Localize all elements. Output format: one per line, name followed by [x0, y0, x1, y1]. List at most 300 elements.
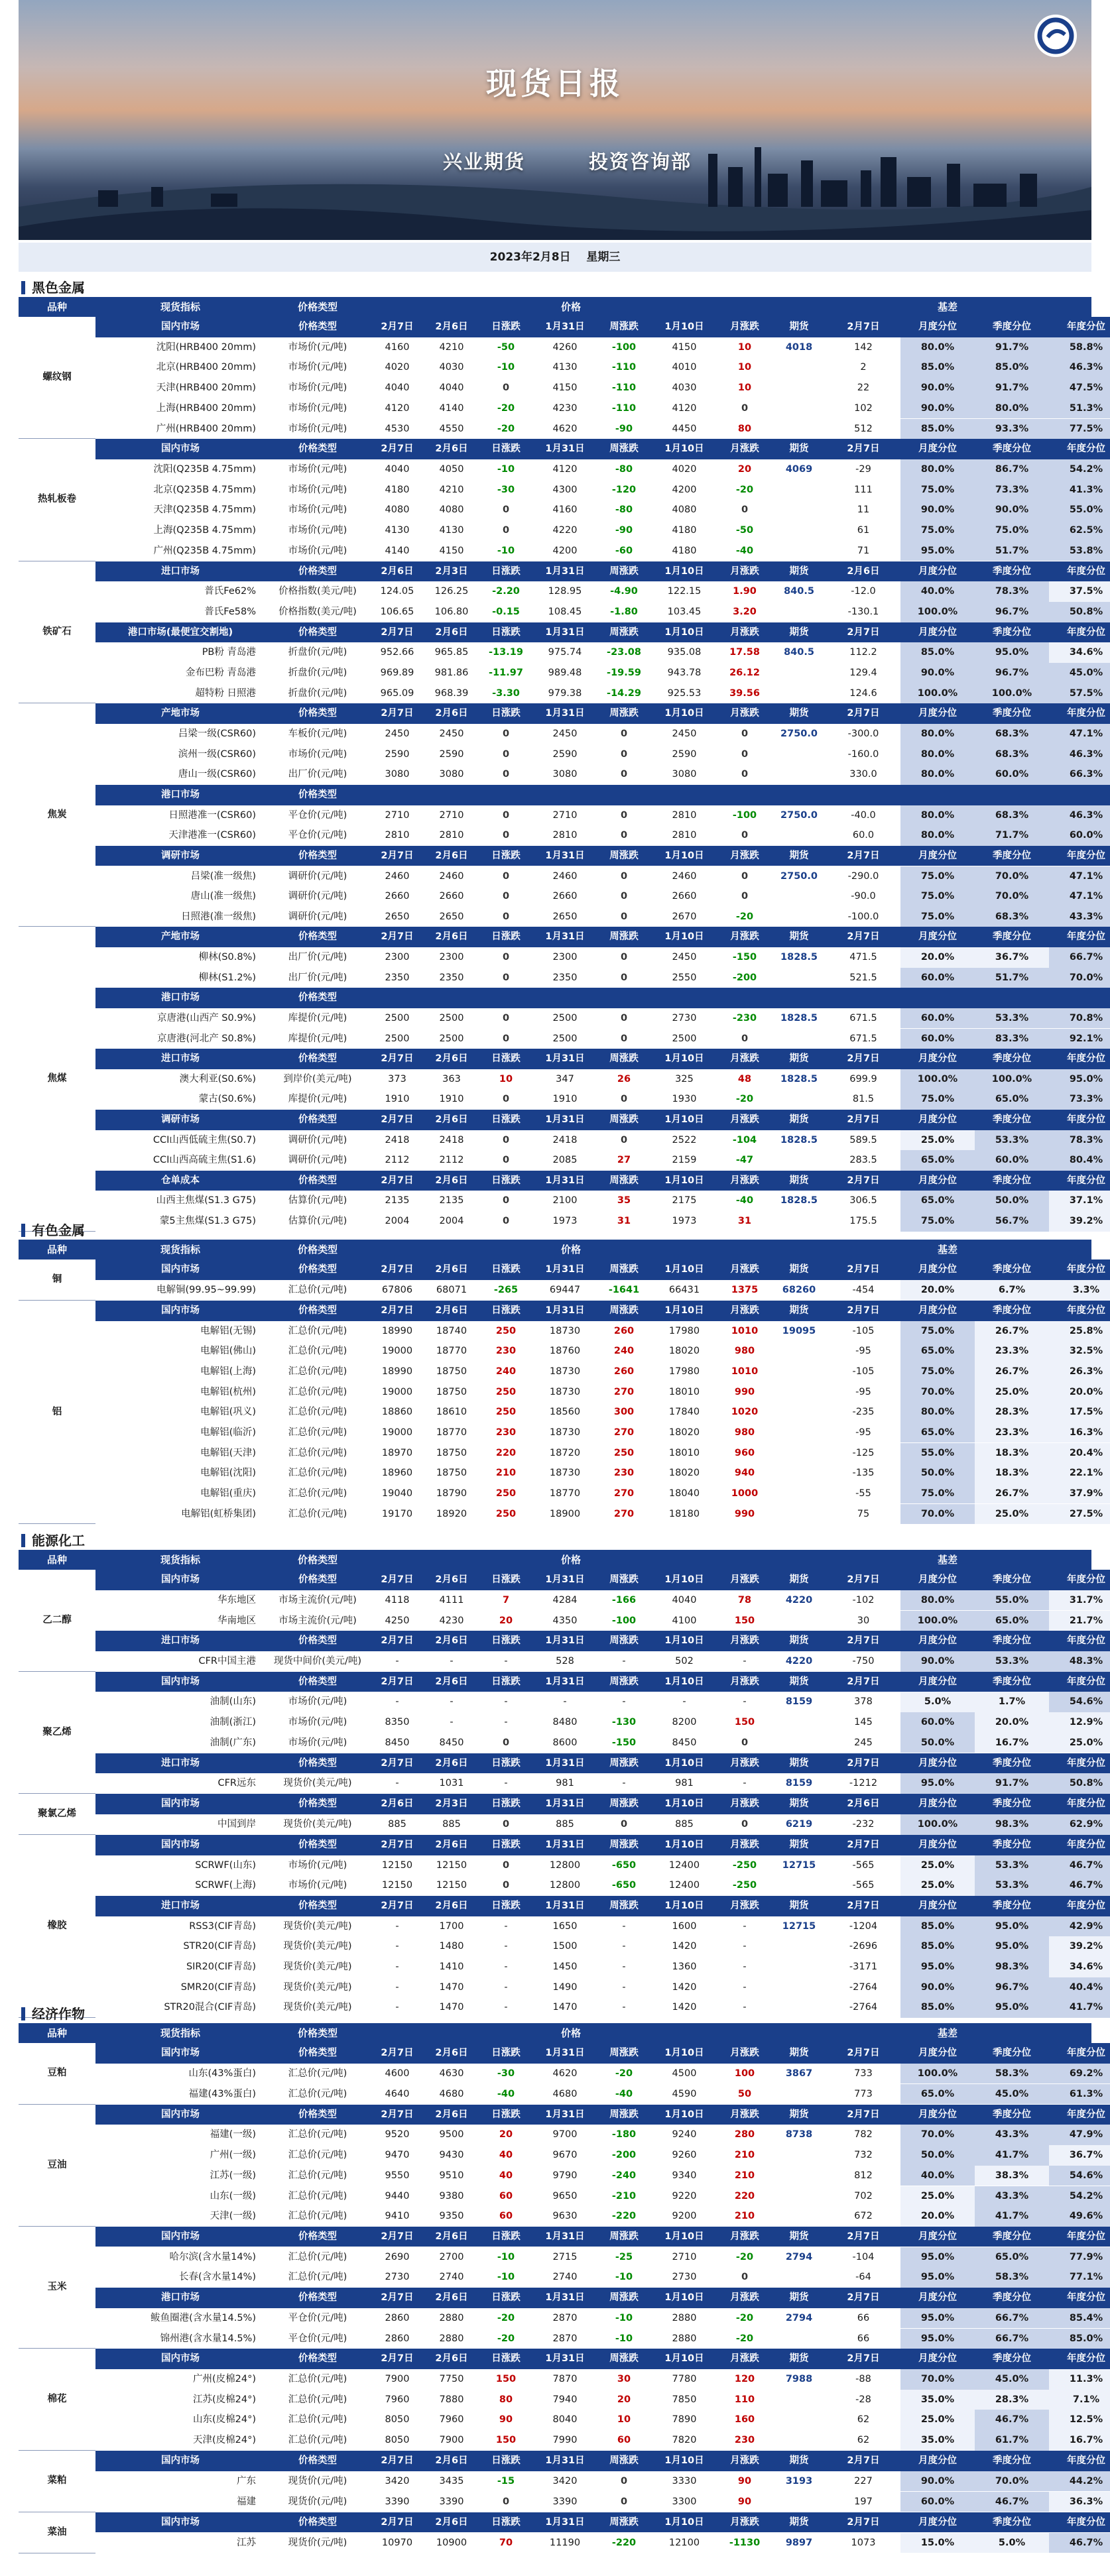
indicator-name: SMR20(CIF青岛) [180, 1981, 256, 1993]
basis-percentile: 15.0% [900, 2533, 975, 2553]
basis-percentile: 66.3% [1049, 764, 1110, 785]
price-change: 31 [737, 1216, 752, 1227]
price-value: 1480 [439, 1941, 464, 1952]
price-change: 0 [502, 769, 510, 780]
price-value: 7750 [439, 2373, 464, 2384]
price-change: 150 [734, 1615, 755, 1626]
group-col-header: 日涨跌 [479, 1672, 533, 1692]
price-change: 150 [495, 2435, 517, 2446]
category-label: 乙二醇 [19, 1570, 95, 1672]
price-type: 现货中间价(美元/吨) [273, 1656, 362, 1667]
basis-percentile: 17.5% [1049, 1402, 1110, 1423]
group-col-header: 2月6日 [424, 1672, 479, 1692]
price-value: 925.53 [667, 687, 702, 699]
price-value: 4140 [439, 402, 464, 414]
price-value: 9650 [552, 2190, 578, 2201]
indicator-name: CCI山西低硫主焦(S0.7) [153, 1134, 256, 1145]
indicator-name: 唐山(准一级焦) [190, 891, 256, 902]
group-col-header: 日涨跌 [479, 927, 533, 947]
price-change: 0 [502, 911, 510, 922]
basis-percentile: 45.0% [975, 2084, 1049, 2105]
basis-percentile: 7.1% [1049, 2390, 1110, 2410]
market-group-label: 国内市场 [95, 2349, 265, 2369]
basis-value: 30 [857, 1615, 870, 1626]
group-col-header: 2月6日 [424, 1049, 479, 1069]
basis-percentile: 45.0% [1049, 663, 1110, 683]
basis-percentile: 100.0% [900, 2064, 975, 2084]
price-value: 106.80 [434, 606, 469, 617]
basis-percentile: 46.7% [1049, 1855, 1110, 1876]
basis-percentile: 80.0% [900, 805, 975, 826]
price-change: -4.90 [610, 586, 638, 597]
price-change: 0 [741, 1033, 749, 1044]
basis-percentile: 86.7% [975, 459, 1049, 480]
price-value: 1470 [439, 1981, 464, 1993]
group-col-header: 月度分位 [900, 1301, 975, 1321]
indicator-name: 山东(一级) [210, 2190, 256, 2201]
price-value: 1910 [439, 1094, 464, 1105]
basis-value: -2764 [849, 2002, 878, 2013]
price-type: 汇总价(元/吨) [288, 1407, 347, 1418]
price-type-header: 价格类型 [265, 988, 370, 1008]
basis-value: 378 [854, 1696, 873, 1708]
price-value: 4040 [385, 464, 410, 475]
price-value: 19040 [381, 1488, 413, 1499]
price-value: 7900 [385, 2373, 410, 2384]
price-value: 18860 [381, 1407, 413, 1418]
price-type: 汇总价(元/吨) [288, 1346, 347, 1357]
price-type: 折盘价(元/吨) [288, 647, 347, 658]
price-value: 1490 [552, 1981, 578, 1993]
group-col-header: 2月7日 [826, 1259, 900, 1280]
price-value: 4230 [439, 1615, 464, 1626]
price-change: - [743, 1981, 747, 1993]
indicator-name: 普氏Fe62% [204, 586, 256, 597]
group-col-header: 1月10日 [651, 2349, 717, 2369]
price-value: 9520 [385, 2129, 410, 2140]
futures-price [772, 2329, 826, 2349]
group-col-header: 1月31日 [533, 2512, 597, 2533]
market-group-label: 调研市场 [95, 1110, 265, 1130]
group-col-header: 2月7日 [826, 317, 900, 337]
indicator-name: 华南地区 [217, 1615, 256, 1626]
group-col-header: 1月31日 [533, 561, 597, 582]
basis-percentile: 100.0% [900, 1611, 975, 1631]
price-value: 9630 [552, 2211, 578, 2222]
group-col-header: 1月10日 [651, 2288, 717, 2308]
group-col-header: 期货 [772, 2105, 826, 2125]
price-value: 8050 [385, 2414, 410, 2426]
price-value: 2690 [385, 2251, 410, 2262]
group-col-header: 1月10日 [651, 2451, 717, 2471]
basis-percentile: 90.0% [900, 1651, 975, 1672]
group-col-header: 2月6日 [424, 2227, 479, 2247]
group-col-header [900, 785, 975, 805]
price-type: 调研价(元/吨) [288, 1134, 347, 1145]
price-change: - [622, 1920, 626, 1932]
indicator-name: 北京(HRB400 20mm) [156, 362, 256, 373]
basis-percentile: 50.0% [975, 1191, 1049, 1211]
price-type-header: 价格类型 [265, 561, 370, 582]
basis-percentile: 85.0% [900, 642, 975, 663]
basis-percentile: 21.7% [1049, 1611, 1110, 1631]
group-col-header: 2月7日 [826, 622, 900, 643]
price-value: 2650 [552, 911, 578, 922]
group-col-header: 月涨跌 [717, 927, 772, 947]
group-col-header: 月度分位 [900, 2512, 975, 2533]
price-value: 9200 [672, 2211, 697, 2222]
group-col-header: 年度分位 [1049, 561, 1110, 582]
price-value: 18610 [436, 1407, 467, 1418]
price-value: 103.45 [667, 606, 702, 617]
group-col-header: 期货 [772, 317, 826, 337]
group-col-header: 2月7日 [370, 1570, 424, 1590]
group-col-header: 月度分位 [900, 2451, 975, 2471]
group-col-header: 2月6日 [424, 1171, 479, 1191]
basis-percentile: 16.3% [1049, 1423, 1110, 1443]
price-type-header: 价格类型 [265, 1672, 370, 1692]
indicator-name: 山西主焦煤(S1.3 G75) [156, 1195, 256, 1206]
basis-percentile: 92.1% [1049, 1029, 1110, 1049]
price-change: 20 [737, 464, 752, 475]
price-change: 0 [502, 1859, 510, 1871]
price-change: 990 [734, 1386, 755, 1397]
basis-value: -1204 [849, 1920, 878, 1932]
price-value: 12400 [668, 1880, 700, 1891]
group-col-header: 2月7日 [370, 1259, 424, 1280]
price-type-header: 价格类型 [265, 703, 370, 724]
category-label: 热轧板卷 [19, 439, 95, 561]
indicator-name: 电解铝(临沂) [200, 1427, 256, 1438]
basis-percentile: 51.7% [975, 968, 1049, 988]
price-value: 4620 [552, 423, 578, 434]
basis-percentile: 85.0% [900, 419, 975, 439]
price-value: 18730 [549, 1468, 581, 1479]
indicator-name: 广东 [237, 2475, 256, 2487]
basis-percentile: 68.3% [975, 805, 1049, 826]
group-col-header: 月度分位 [900, 1753, 975, 1774]
price-change: 30 [617, 2373, 631, 2384]
basis-percentile: 46.7% [975, 2492, 1049, 2512]
group-col-header: 2月7日 [370, 2288, 424, 2308]
group-col-header: 2月7日 [826, 2512, 900, 2533]
group-col-header: 1月10日 [651, 927, 717, 947]
price-value: 7960 [385, 2394, 410, 2405]
price-value: 4020 [385, 362, 410, 373]
price-change: 17.58 [729, 647, 760, 658]
price-value: 8450 [385, 1737, 410, 1748]
group-col-header: 月涨跌 [717, 1570, 772, 1590]
indicator-name: 电解铝(虹桥集团) [181, 1508, 256, 1519]
price-value: 2710 [672, 2251, 697, 2262]
group-col-header: 期货 [772, 439, 826, 459]
price-type: 车板价(元/吨) [288, 729, 347, 740]
basis-percentile: 46.7% [1049, 1875, 1110, 1896]
group-col-header: 期货 [772, 1753, 826, 1774]
price-value: 18770 [436, 1427, 467, 1438]
price-value: 4250 [385, 1615, 410, 1626]
basis-percentile: 85.0% [900, 1936, 975, 1957]
futures-price [772, 1936, 826, 1957]
group-col-header: 季度分位 [975, 561, 1049, 582]
price-value: 4680 [439, 2088, 464, 2099]
basis-percentile: 35.0% [900, 2390, 975, 2410]
price-value: 4150 [439, 545, 464, 556]
group-col-header: 季度分位 [975, 2227, 1049, 2247]
price-value: 885 [675, 1819, 694, 1830]
futures-price [772, 1977, 826, 1998]
group-col-header: 月涨跌 [717, 2105, 772, 2125]
price-change: - [622, 1941, 626, 1952]
price-type-header: 价格类型 [265, 1631, 370, 1651]
group-col-header: 2月7日 [826, 439, 900, 459]
group-col-header: 1月10日 [651, 1570, 717, 1590]
indicator-name: 电解铝(巩义) [200, 1407, 256, 1418]
group-col-header: 年度分位 [1049, 2105, 1110, 2125]
price-value: 2460 [385, 870, 410, 882]
price-type-header: 价格类型 [265, 1896, 370, 1916]
group-col-header: 2月7日 [370, 2105, 424, 2125]
price-change: -25 [615, 2251, 633, 2262]
market-group-label: 国内市场 [95, 2227, 265, 2247]
futures-price [772, 907, 826, 927]
futures-price: 3193 [785, 2475, 813, 2487]
price-value: 2860 [385, 2312, 410, 2323]
table-header-row [19, 1550, 1091, 1570]
group-col-header: 1月31日 [533, 927, 597, 947]
group-col-header: 周涨跌 [597, 2349, 651, 2369]
basis-value: -28 [855, 2394, 871, 2405]
futures-price [772, 1423, 826, 1443]
group-col-header: 2月6日 [424, 2349, 479, 2369]
group-col-header: 2月7日 [826, 2105, 900, 2125]
group-col-header: 季度分位 [975, 2105, 1049, 2125]
basis-value: -55 [855, 1488, 871, 1499]
price-value: 17840 [668, 1407, 700, 1418]
price-type-header: 价格类型 [265, 622, 370, 643]
price-change: 0 [502, 748, 510, 760]
market-group-label: 港口市场(最便宜交割地) [95, 622, 265, 643]
group-col-header: 2月7日 [826, 2043, 900, 2064]
basis-percentile: 90.0% [900, 398, 975, 419]
price-change: 80 [499, 2394, 513, 2405]
basis-percentile: 27.5% [1049, 1504, 1110, 1525]
price-value: 9470 [385, 2150, 410, 2161]
table-header-row [19, 1240, 1091, 1259]
price-value: 18760 [549, 1346, 581, 1357]
basis-percentile: 46.3% [1049, 805, 1110, 826]
group-col-header: 季度分位 [975, 2512, 1049, 2533]
basis-percentile: 58.8% [1049, 337, 1110, 358]
price-value: 4230 [552, 402, 578, 414]
group-col-header: 季度分位 [975, 439, 1049, 459]
group-col-header: 月度分位 [900, 1672, 975, 1692]
market-group-label: 国内市场 [95, 1259, 265, 1280]
basis-percentile: 56.7% [975, 1211, 1049, 1232]
price-value: 4500 [672, 2068, 697, 2079]
price-value: 7940 [552, 2394, 578, 2405]
group-col-header: 周涨跌 [597, 622, 651, 643]
price-change: - [622, 1981, 626, 1993]
group-col-header [900, 988, 975, 1008]
group-col-header: 日涨跌 [479, 439, 533, 459]
group-col-header: 2月6日 [424, 1110, 479, 1130]
price-value: 10900 [436, 2537, 467, 2548]
price-type: 现货价(元/吨) [288, 2537, 347, 2548]
price-type: 现货价(美元/吨) [283, 2002, 352, 2013]
price-value: 2710 [552, 809, 578, 821]
group-col-header [1049, 785, 1110, 805]
price-value: 2550 [672, 972, 697, 983]
group-col-header: 年度分位 [1049, 2451, 1110, 2471]
group-col-header: 年度分位 [1049, 1835, 1110, 1855]
price-change: 240 [613, 1346, 635, 1357]
price-value: 3420 [552, 2475, 578, 2487]
price-value: 9500 [439, 2129, 464, 2140]
price-type: 汇总价(元/吨) [288, 1427, 347, 1438]
price-value: 1500 [552, 1941, 578, 1952]
group-col-header: 期货 [772, 1570, 826, 1590]
price-change: -166 [611, 1594, 637, 1606]
price-value: 1031 [439, 1778, 464, 1789]
price-type: 到岸价(美元/吨) [283, 1073, 352, 1084]
price-type: 市场价(元/吨) [288, 362, 347, 373]
price-change: 70 [499, 2537, 513, 2548]
group-col-header: 2月7日 [370, 1753, 424, 1774]
price-type-header: 价格类型 [265, 1570, 370, 1590]
basis-percentile: 28.3% [975, 1402, 1049, 1423]
price-change: 0 [620, 870, 628, 882]
price-value: 2870 [552, 2312, 578, 2323]
price-value: 3390 [385, 2496, 410, 2507]
indicator-name: 江苏(一级) [210, 2170, 256, 2181]
indicator-name: 鲅鱼圈港(含水量14.5%) [151, 2312, 256, 2323]
price-type: 价格指数(美元/吨) [278, 606, 357, 617]
basis-value: -102 [852, 1594, 875, 1606]
price-value: - [395, 1920, 399, 1932]
group-col-header: 年度分位 [1049, 2288, 1110, 2308]
basis-percentile: 90.0% [900, 1977, 975, 1998]
futures-price [772, 2145, 826, 2166]
futures-price [772, 1382, 826, 1403]
indicator-name: 电解铝(天津) [200, 1447, 256, 1458]
group-col-header: 2月7日 [826, 2227, 900, 2247]
indicator-name: 哈尔滨(含水量14%) [169, 2251, 256, 2262]
basis-percentile: 5.0% [900, 1692, 975, 1712]
futures-price [772, 1341, 826, 1362]
category-label: 焦炭 [19, 703, 95, 927]
basis-percentile: 75.0% [975, 520, 1049, 541]
price-value: 2135 [439, 1195, 464, 1206]
group-col-header: 月涨跌 [717, 439, 772, 459]
price-change: -1641 [608, 1285, 640, 1296]
futures-price [772, 1484, 826, 1504]
basis-percentile: 60.0% [975, 764, 1049, 785]
price-value: 4120 [385, 402, 410, 414]
price-value: 7820 [672, 2435, 697, 2446]
price-value: 18040 [668, 1488, 700, 1499]
price-value: 18960 [381, 1468, 413, 1479]
group-col-header: 1月10日 [651, 2043, 717, 2064]
indicator-name: 山东(43%蛋白) [188, 2068, 256, 2079]
price-change: 1.90 [733, 586, 757, 597]
basis-percentile: 80.0% [900, 825, 975, 846]
basis-percentile: 26.3% [1049, 1362, 1110, 1382]
group-col-header: 1月31日 [533, 1301, 597, 1321]
price-value: 1470 [552, 2002, 578, 2013]
price-change: 210 [734, 2211, 755, 2222]
price-type-header: 价格类型 [265, 1835, 370, 1855]
group-col-header: 季度分位 [975, 317, 1049, 337]
price-value: 18990 [381, 1366, 413, 1377]
indicator-name: 锦州港(含水量14.5%) [160, 2333, 256, 2344]
basis-percentile: 40.0% [900, 2166, 975, 2186]
basis-percentile: 37.9% [1049, 1484, 1110, 1504]
group-col-header: 周涨跌 [597, 1049, 651, 1069]
futures-price [772, 886, 826, 907]
price-value: 4150 [552, 382, 578, 394]
price-value: 965.85 [434, 647, 469, 658]
price-change: 240 [495, 1366, 517, 1377]
basis-percentile: 71.7% [975, 825, 1049, 846]
price-value: 347 [556, 1073, 574, 1084]
group-col-header: 2月7日 [826, 1896, 900, 1916]
basis-percentile: 90.0% [900, 663, 975, 683]
futures-price: 2750.0 [780, 870, 818, 882]
price-change: 0 [502, 830, 510, 841]
basis-percentile: 37.1% [1049, 1191, 1110, 1211]
price-change: - [743, 1961, 747, 1973]
group-col-header: 2月6日 [424, 2451, 479, 2471]
price-change: 39.56 [729, 687, 760, 699]
group-col-header: 2月6日 [424, 2512, 479, 2533]
group-col-header: 2月7日 [370, 703, 424, 724]
price-change: -10 [615, 2312, 633, 2323]
price-type: 汇总价(元/吨) [288, 2394, 347, 2405]
basis-value: -104 [852, 2251, 875, 2262]
price-value: 4040 [439, 382, 464, 394]
group-col-header: 1月31日 [533, 1753, 597, 1774]
group-col-header [597, 785, 651, 805]
price-change: 0 [502, 952, 510, 963]
futures-price [772, 2390, 826, 2410]
indicator-name: 广州(Q235B 4.75mm) [153, 545, 256, 556]
price-change: 80 [737, 423, 752, 434]
basis-percentile: 61.3% [1049, 2084, 1110, 2105]
price-change: 27 [617, 1155, 631, 1166]
basis-value: 142 [854, 341, 873, 353]
price-value: 1973 [552, 1216, 578, 1227]
price-value: 9240 [672, 2129, 697, 2140]
price-value: 975.74 [548, 647, 582, 658]
group-col-header: 月涨跌 [717, 2451, 772, 2471]
price-value: 18970 [381, 1447, 413, 1458]
header-cell: 现货指标 [160, 301, 200, 313]
basis-value: -88 [855, 2373, 871, 2384]
price-value: 17980 [668, 1366, 700, 1377]
basis-percentile: 31.7% [1049, 1590, 1110, 1611]
group-col-header: 月度分位 [900, 2227, 975, 2247]
price-value: 1450 [552, 1961, 578, 1973]
basis-percentile: 85.0% [1049, 2329, 1110, 2349]
basis-percentile: 34.6% [1049, 642, 1110, 663]
group-col-header: 周涨跌 [597, 1110, 651, 1130]
market-group-label: 港口市场 [95, 785, 265, 805]
indicator-name: 中国到岸 [217, 1819, 256, 1830]
price-value: 122.15 [667, 586, 702, 597]
futures-price: 8159 [785, 1778, 813, 1789]
price-change: - [622, 1961, 626, 1973]
